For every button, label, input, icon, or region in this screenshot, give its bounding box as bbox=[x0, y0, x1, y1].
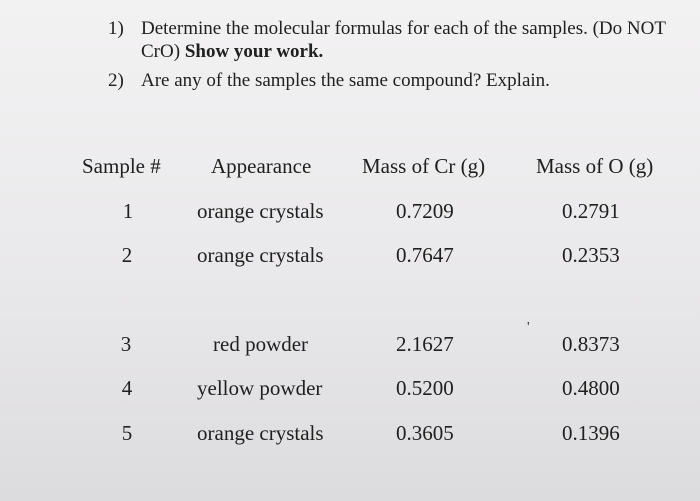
cell-appearance-4: yellow powder bbox=[197, 376, 323, 400]
question-2-text: Are any of the samples the same compound? Explain. bbox=[141, 70, 550, 91]
cell-mass-o-3: 0.8373 bbox=[562, 332, 620, 356]
header-mass-o: Mass of O (g) bbox=[536, 154, 654, 178]
cell-mass-cr-5: 0.3605 bbox=[396, 421, 454, 445]
header-appearance: Appearance bbox=[211, 154, 312, 178]
cell-sample-5: 5 bbox=[121, 421, 133, 445]
cell-sample-4: 4 bbox=[121, 376, 133, 400]
cell-mass-cr-1: 0.7209 bbox=[396, 199, 454, 223]
cell-appearance-1: orange crystals bbox=[197, 199, 324, 223]
question-1-text: Determine the molecular formulas for each of the samples. (Do NOT bbox=[141, 18, 666, 39]
cell-mass-cr-3: 2.1627 bbox=[396, 332, 454, 356]
cell-sample-1: 1 bbox=[122, 199, 134, 223]
cell-mass-cr-4: 0.5200 bbox=[396, 376, 454, 400]
cell-mass-o-5: 0.1396 bbox=[562, 421, 620, 445]
cell-mass-o-4: 0.4800 bbox=[562, 376, 620, 400]
question-1-continuation-text: CrO) bbox=[141, 41, 185, 62]
header-mass-cr: Mass of Cr (g) bbox=[362, 154, 486, 178]
cell-sample-2: 2 bbox=[121, 243, 133, 267]
question-2 bbox=[108, 70, 700, 94]
cell-appearance-5: orange crystals bbox=[197, 421, 324, 445]
question-2-number: 2) bbox=[108, 70, 124, 91]
stray-mark: ' bbox=[527, 320, 530, 335]
cell-mass-o-2: 0.2353 bbox=[562, 243, 620, 267]
cell-mass-o-1: 0.2791 bbox=[562, 199, 620, 223]
cell-appearance-3: red powder bbox=[213, 332, 309, 356]
question-1 bbox=[108, 18, 700, 64]
cell-sample-3: 3 bbox=[120, 332, 132, 356]
cell-mass-cr-2: 0.7647 bbox=[396, 243, 454, 267]
header-sample: Sample # bbox=[82, 154, 161, 178]
question-1-emphasis: Show your work. bbox=[184, 41, 324, 62]
cell-appearance-2: orange crystals bbox=[197, 243, 324, 267]
question-1-continuation bbox=[141, 41, 323, 63]
question-1-number: 1) bbox=[108, 18, 124, 39]
